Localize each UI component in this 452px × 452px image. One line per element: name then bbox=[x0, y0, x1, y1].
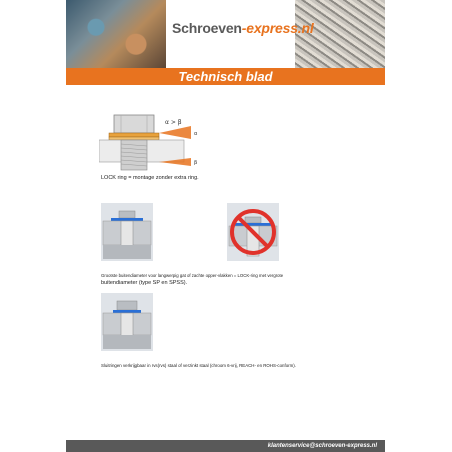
correct-mounting-diagram bbox=[101, 203, 153, 261]
brand-main: Schroeven bbox=[172, 20, 242, 36]
alpha-mark: α bbox=[194, 131, 198, 137]
alpha-wedge bbox=[159, 126, 191, 139]
tools-photo bbox=[66, 0, 166, 68]
prohibited-mounting-diagram bbox=[227, 203, 279, 261]
blue-ring bbox=[235, 223, 271, 226]
washer-mounting-diagram bbox=[101, 293, 153, 351]
alpha-beta-label: α > β bbox=[165, 119, 182, 126]
brand-accent: -express.nl bbox=[241, 20, 314, 36]
caption-large-diameter-line2: buitendiameter (type SP en SPSS). bbox=[101, 280, 188, 286]
blue-ring bbox=[111, 218, 143, 221]
contact-email-link[interactable]: klantenservice@schroeven-express.nl bbox=[267, 443, 377, 449]
beta-mark: β bbox=[194, 160, 198, 166]
datasheet-page bbox=[66, 0, 385, 452]
blue-ring bbox=[113, 310, 141, 313]
bolt-head bbox=[114, 115, 154, 133]
footer-bar bbox=[66, 440, 385, 452]
bolt-head bbox=[117, 301, 137, 310]
lock-ring-upper bbox=[109, 133, 159, 137]
bolt-head bbox=[119, 211, 135, 218]
caption-materials: Sluitringen verkrijgbaar in rvs(rvs) staal of verzinkt staal (chroom 6-vrij, REACH- en ROHS-conform). bbox=[101, 363, 296, 368]
caption-lock-ring: LOCK ring = montage zonder extra ring. bbox=[101, 175, 199, 181]
brand-logo[interactable] bbox=[172, 20, 314, 36]
caption-large-diameter-line1: Grootste buitendiameter voor langwerpig gat of zachte opper-vlakken = LOCK-ring met vergrote bbox=[101, 273, 284, 278]
header-banner bbox=[66, 0, 385, 68]
lock-ring-lower bbox=[109, 137, 159, 140]
lock-ring-diagram bbox=[99, 112, 234, 174]
page-title: Technisch blad bbox=[178, 69, 273, 84]
